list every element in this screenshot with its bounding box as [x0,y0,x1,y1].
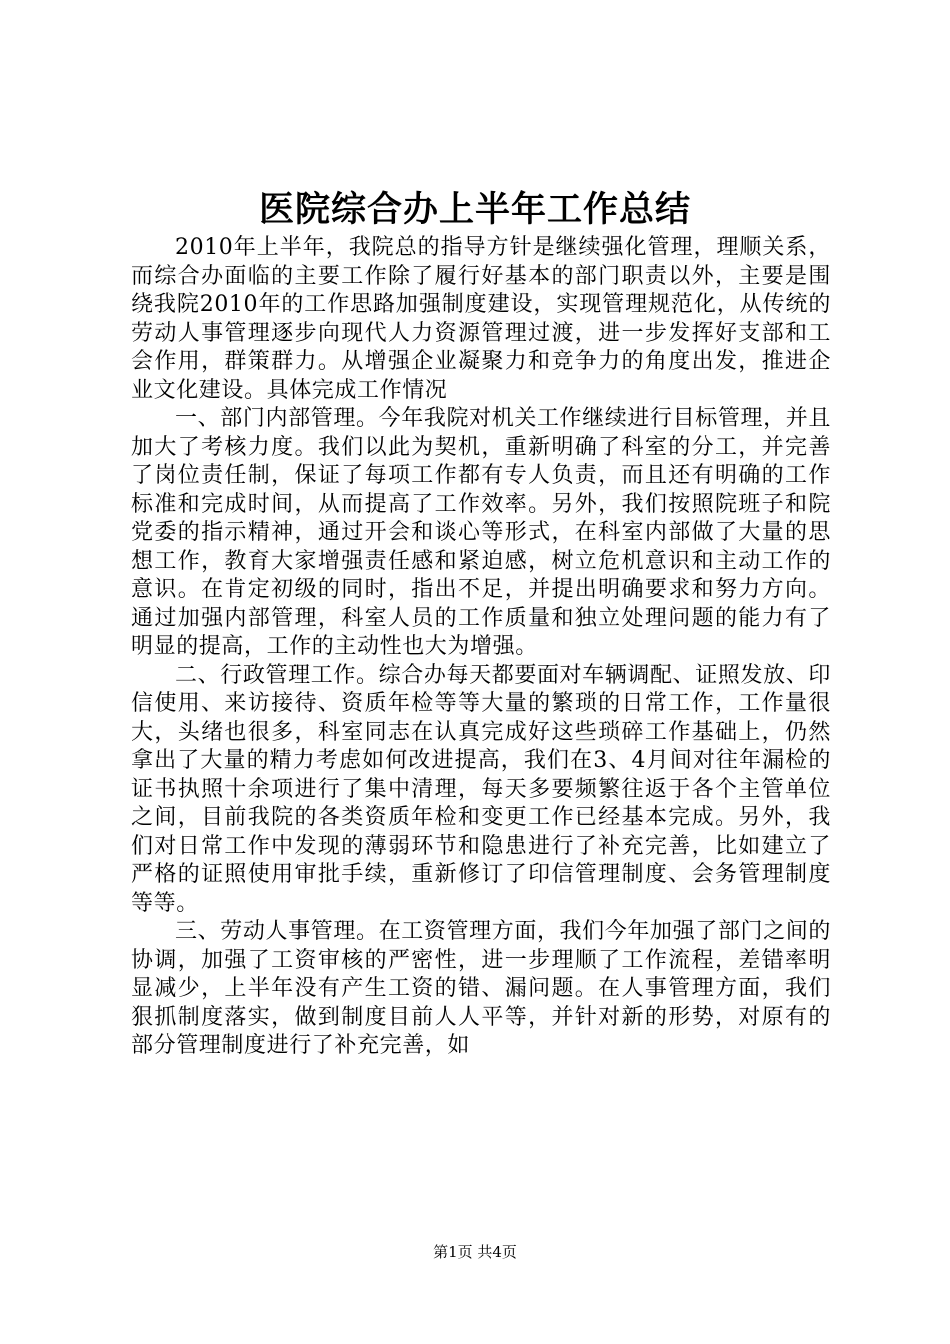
document-title: 医院综合办上半年工作总结 [258,189,691,230]
page-footer: 第1页 共4页 [433,1243,517,1261]
paragraph-administrative-work: 二、行政管理工作。综合办每天都要面对车辆调配、证照发放、印信使用、来访接待、资质年检等等大量的繁琐的日常工作，工作量很大，头绪也很多，科室同志在认真完成好这些琐碎工作基础上，仍然拿出了大量的精力考虑如何改进提高，我们在3、4月间对往年漏检的证书执照十余项进行了集中清理，每天多要频繁往返于各个主管单位之间，目前我院的各类资质年检和变更工作已经基本完成。另外，我们对日常工作中发现的薄弱环节和隐患进行了补充完善，比如建立了严格的证照使用审批手续，重新修订了印信管理制度、会务管理制度等等。 [131,662,831,916]
document-body [131,234,831,1061]
paragraph-intro: 2010年上半年，我院总的指导方针是继续强化管理，理顺关系，而综合办面临的主要工作除了履行好基本的部门职责以外，主要是围绕我院2010年的工作思路加强制度建设，实现管理规范化，从传统的劳动人事管理逐步向现代人力资源管理过渡，进一步发挥好支部和工会作用，群策群力。从增强企业凝聚力和竞争力的角度出发，推进企业文化建设。具体完成工作情况 [131,235,831,403]
paragraph-personnel-management: 三、劳动人事管理。在工资管理方面，我们今年加强了部门之间的协调，加强了工资审核的严密性，进一步理顺了工作流程，差错率明显减少，上半年没有产生工资的错、漏问题。在人事管理方面，我们狠抓制度落实，做到制度目前人人平等，并针对新的形势，对原有的部分管理制度进行了补充完善，如 [131,919,831,1058]
paragraph-internal-management: 一、部门内部管理。今年我院对机关工作继续进行目标管理，并且加大了考核力度。我们以此为契机，重新明确了科室的分工，并完善了岗位责任制，保证了每项工作都有专人负责，而且还有明确的工作标准和完成时间，从而提高了工作效率。另外，我们按照院班子和院党委的指示精神，通过开会和谈心等形式，在科室内部做了大量的思想工作，教育大家增强责任感和紧迫感，树立危机意识和主动工作的意识。在肯定初级的同时，指出不足，并提出明确要求和努力方向。通过加强内部管理，科室人员的工作质量和独立处理问题的能力有了明显的提高，工作的主动性也大为增强。 [131,406,831,659]
